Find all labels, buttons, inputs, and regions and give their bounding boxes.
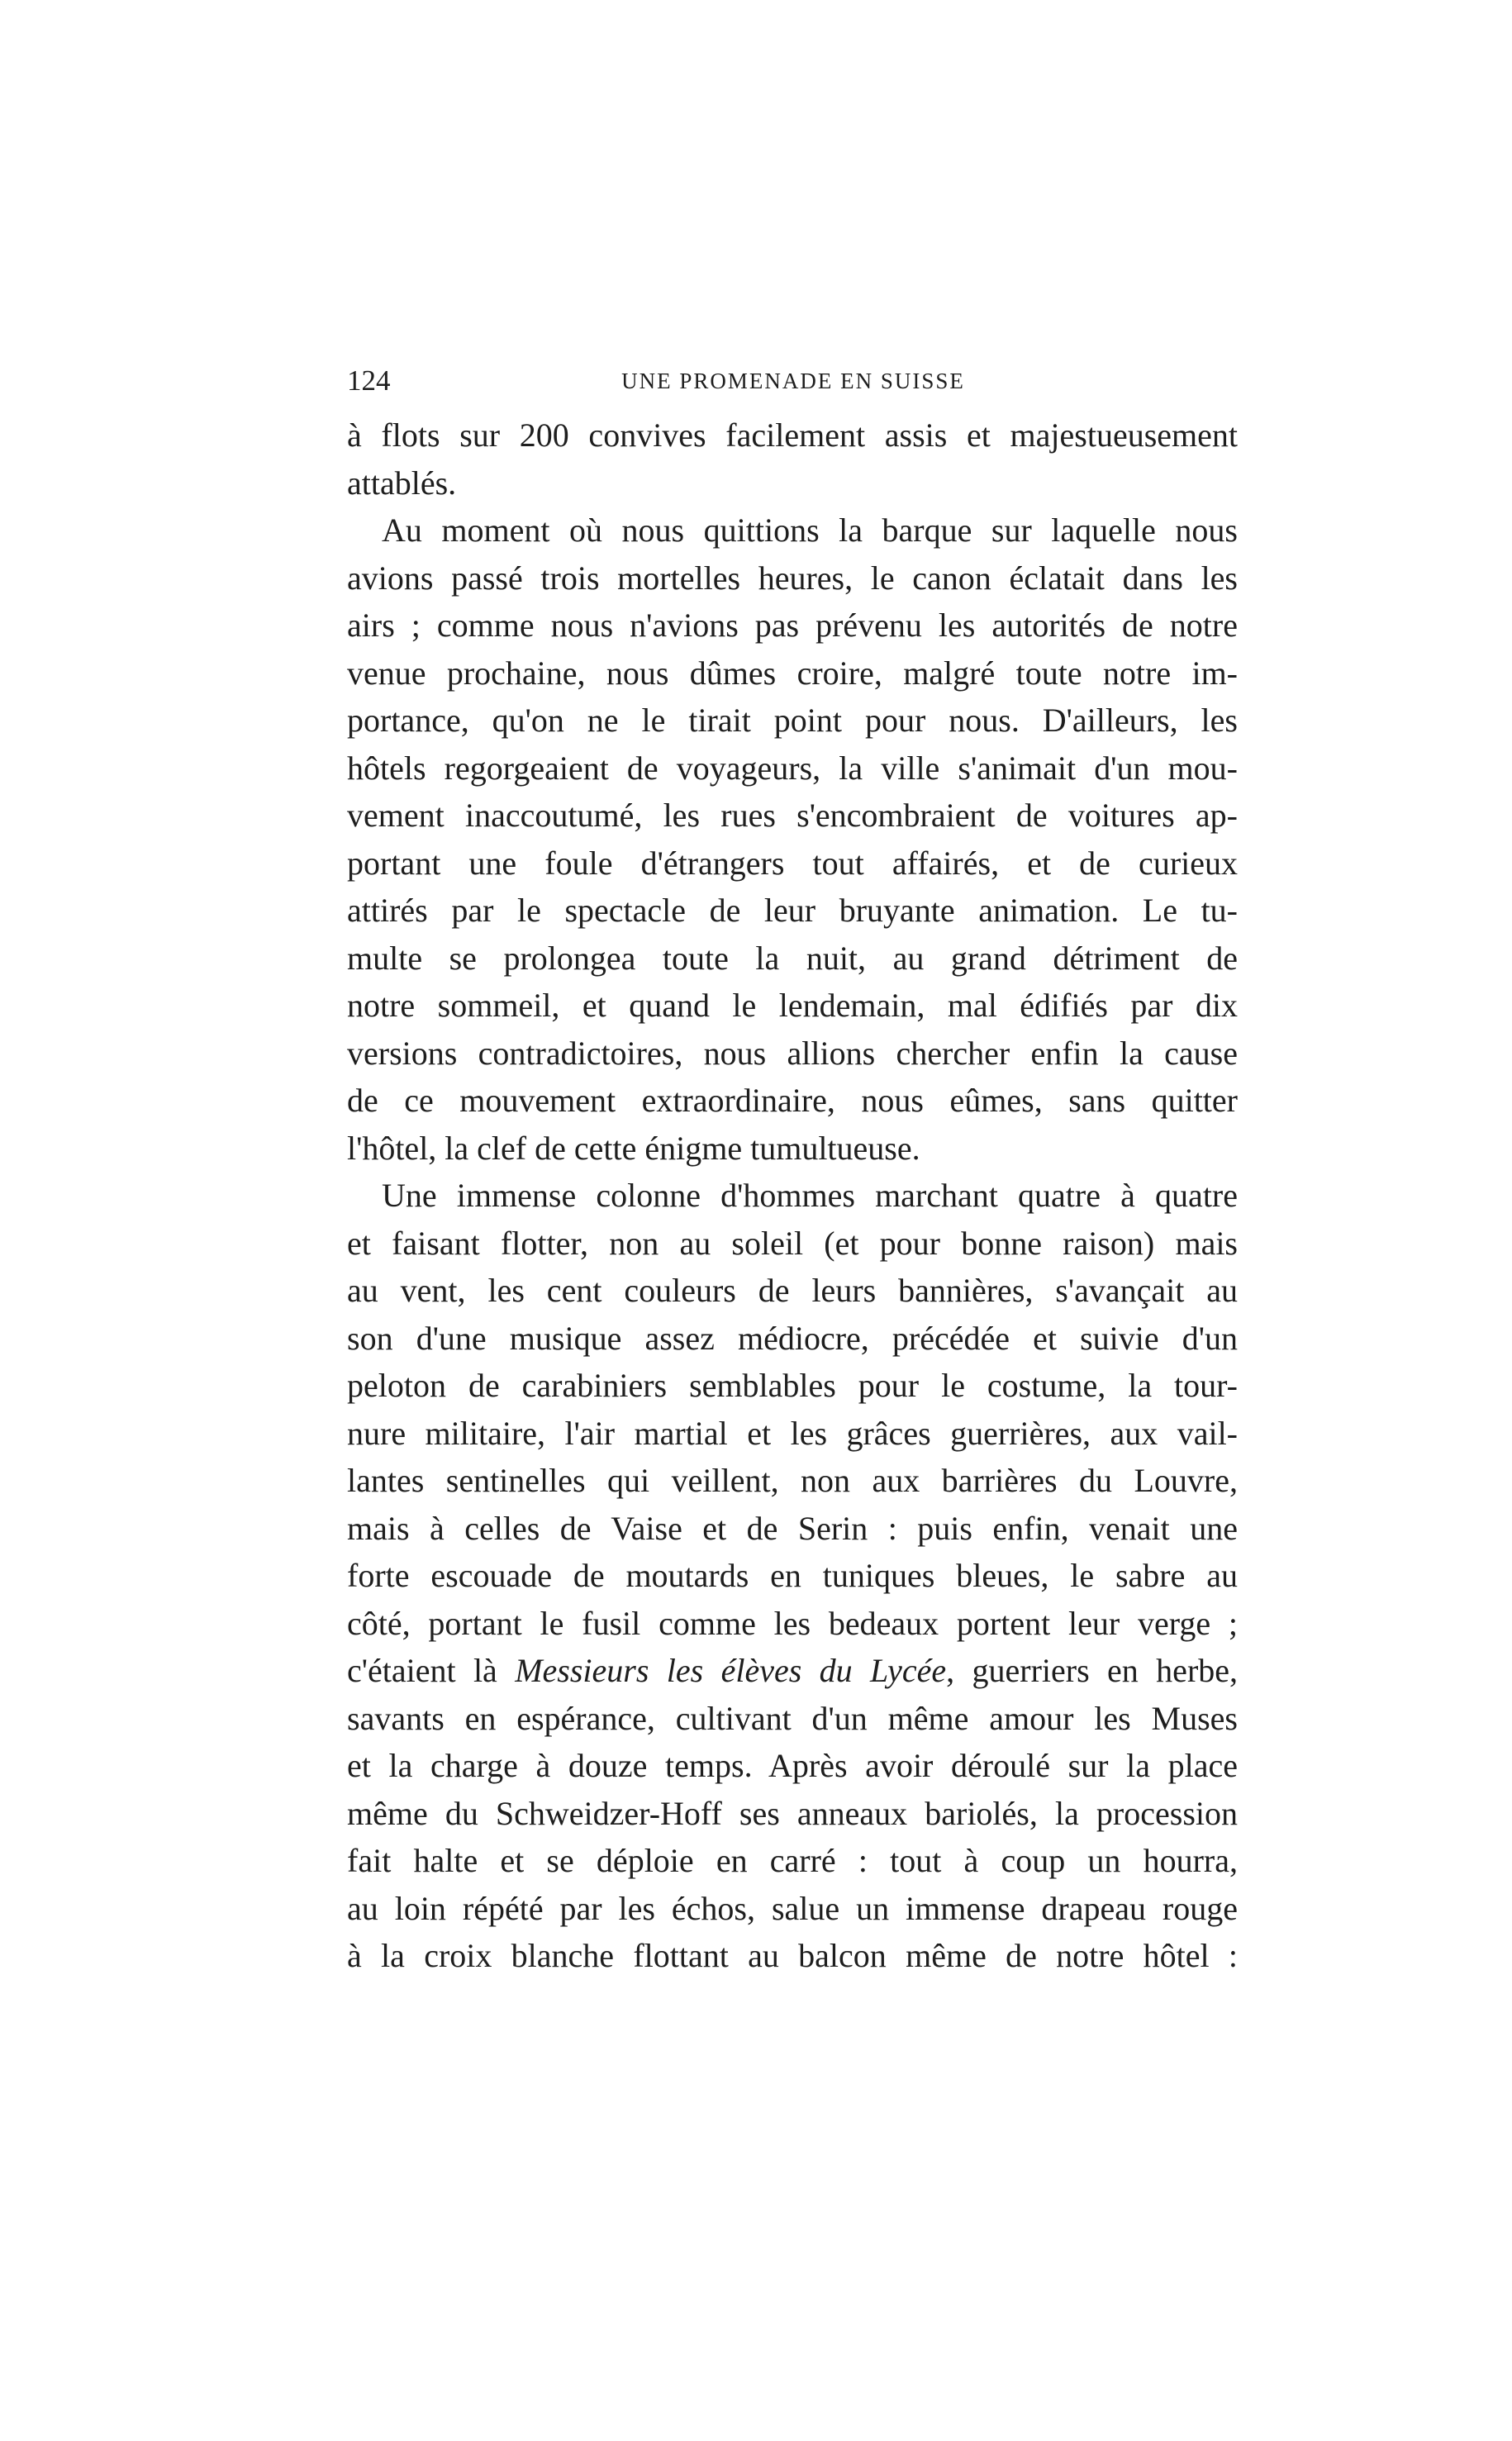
text-line: nure militaire, l'air martial et les grâces guerrières, aux vail-: [347, 1414, 1238, 1452]
page-header: [347, 360, 1239, 402]
text-line: airs ; comme nous n'avions pas prévenu les autorités de notre: [347, 607, 1238, 644]
text-line: et faisant flotter, non au soleil (et pour bonne raison) mais: [347, 1224, 1238, 1262]
text-line: au loin répété par les échos, salue un immense drapeau rouge: [347, 1889, 1238, 1927]
text-line: multe se prolongea toute la nuit, au grand détriment de: [347, 939, 1238, 977]
text-line: au vent, les cent couleurs de leurs bannières, s'avançait au: [347, 1272, 1238, 1309]
text-line: Une immense colonne d'hommes marchant quatre à quatre: [382, 1177, 1238, 1214]
text-line: venue prochaine, nous dûmes croire, malgré toute notre im-: [347, 654, 1238, 692]
text-line: versions contradictoires, nous allions chercher enfin la cause: [347, 1034, 1238, 1072]
text-line: son d'une musique assez médiocre, précédée et suivie d'un: [347, 1319, 1238, 1357]
text-line: fait halte et se déploie en carré : tout à coup un hourra,: [347, 1842, 1238, 1879]
text-line: mais à celles de Vaise et de Serin : puis enfin, venait une: [347, 1509, 1238, 1547]
text-line: lantes sentinelles qui veillent, non aux barrières du Louvre,: [347, 1462, 1238, 1499]
italic-phrase: Messieurs les élèves du Lycée: [515, 1652, 947, 1689]
text-line: et la charge à douze temps. Après avoir déroulé sur la place: [347, 1747, 1238, 1784]
text-line: avions passé trois mortelles heures, le canon éclatait dans les: [347, 559, 1238, 597]
text-fragment: , guerriers en herbe,: [946, 1652, 1239, 1689]
text-line: attablés.: [347, 464, 457, 502]
text-line: à flots sur 200 convives facilement assis et majestueusement: [347, 416, 1238, 454]
text-line: savants en espérance, cultivant d'un même amour les Muses: [347, 1699, 1238, 1737]
text-line-with-italic: [347, 1647, 1238, 1695]
text-line: forte escouade de moutards en tuniques bleues, le sabre au: [347, 1557, 1238, 1594]
body-text: [347, 412, 1238, 1980]
text-line: portance, qu'on ne le tirait point pour nous. D'ailleurs, les: [347, 702, 1238, 739]
text-line: vement inaccoutumé, les rues s'encombraient de voitures ap-: [347, 797, 1238, 834]
page-number: 124: [347, 364, 391, 397]
text-line: peloton de carabiniers semblables pour le costume, la tour-: [347, 1367, 1238, 1404]
text-line: portant une foule d'étrangers tout affairés, et de curieux: [347, 844, 1238, 882]
paragraph-barque: [347, 507, 1238, 1172]
text-line: hôtels regorgeaient de voyageurs, la ville s'animait d'un mou-: [347, 749, 1238, 787]
text-line: Au moment où nous quittions la barque sur laquelle nous: [382, 512, 1238, 549]
text-line: même du Schweidzer-Hoff ses anneaux bariolés, la procession: [347, 1794, 1238, 1832]
text-line: notre sommeil, et quand le lendemain, mal édifiés par dix: [347, 987, 1238, 1024]
text-line: l'hôtel, la clef de cette énigme tumultueuse.: [347, 1129, 920, 1167]
text-line: attirés par le spectacle de leur bruyante animation. Le tu-: [347, 892, 1238, 929]
text-line: de ce mouvement extraordinaire, nous eûmes, sans quitter: [347, 1082, 1238, 1119]
text-line: côté, portant le fusil comme les bedeaux portent leur verge ;: [347, 1604, 1238, 1642]
text-line: à la croix blanche flottant au balcon même de notre hôtel :: [347, 1937, 1238, 1974]
running-title: UNE PROMENADE EN SUISSE: [621, 369, 965, 393]
paragraph-continuation: [347, 412, 1238, 507]
text-fragment: c'étaient là: [347, 1652, 516, 1689]
paragraph-colonne: [347, 1172, 1238, 1980]
